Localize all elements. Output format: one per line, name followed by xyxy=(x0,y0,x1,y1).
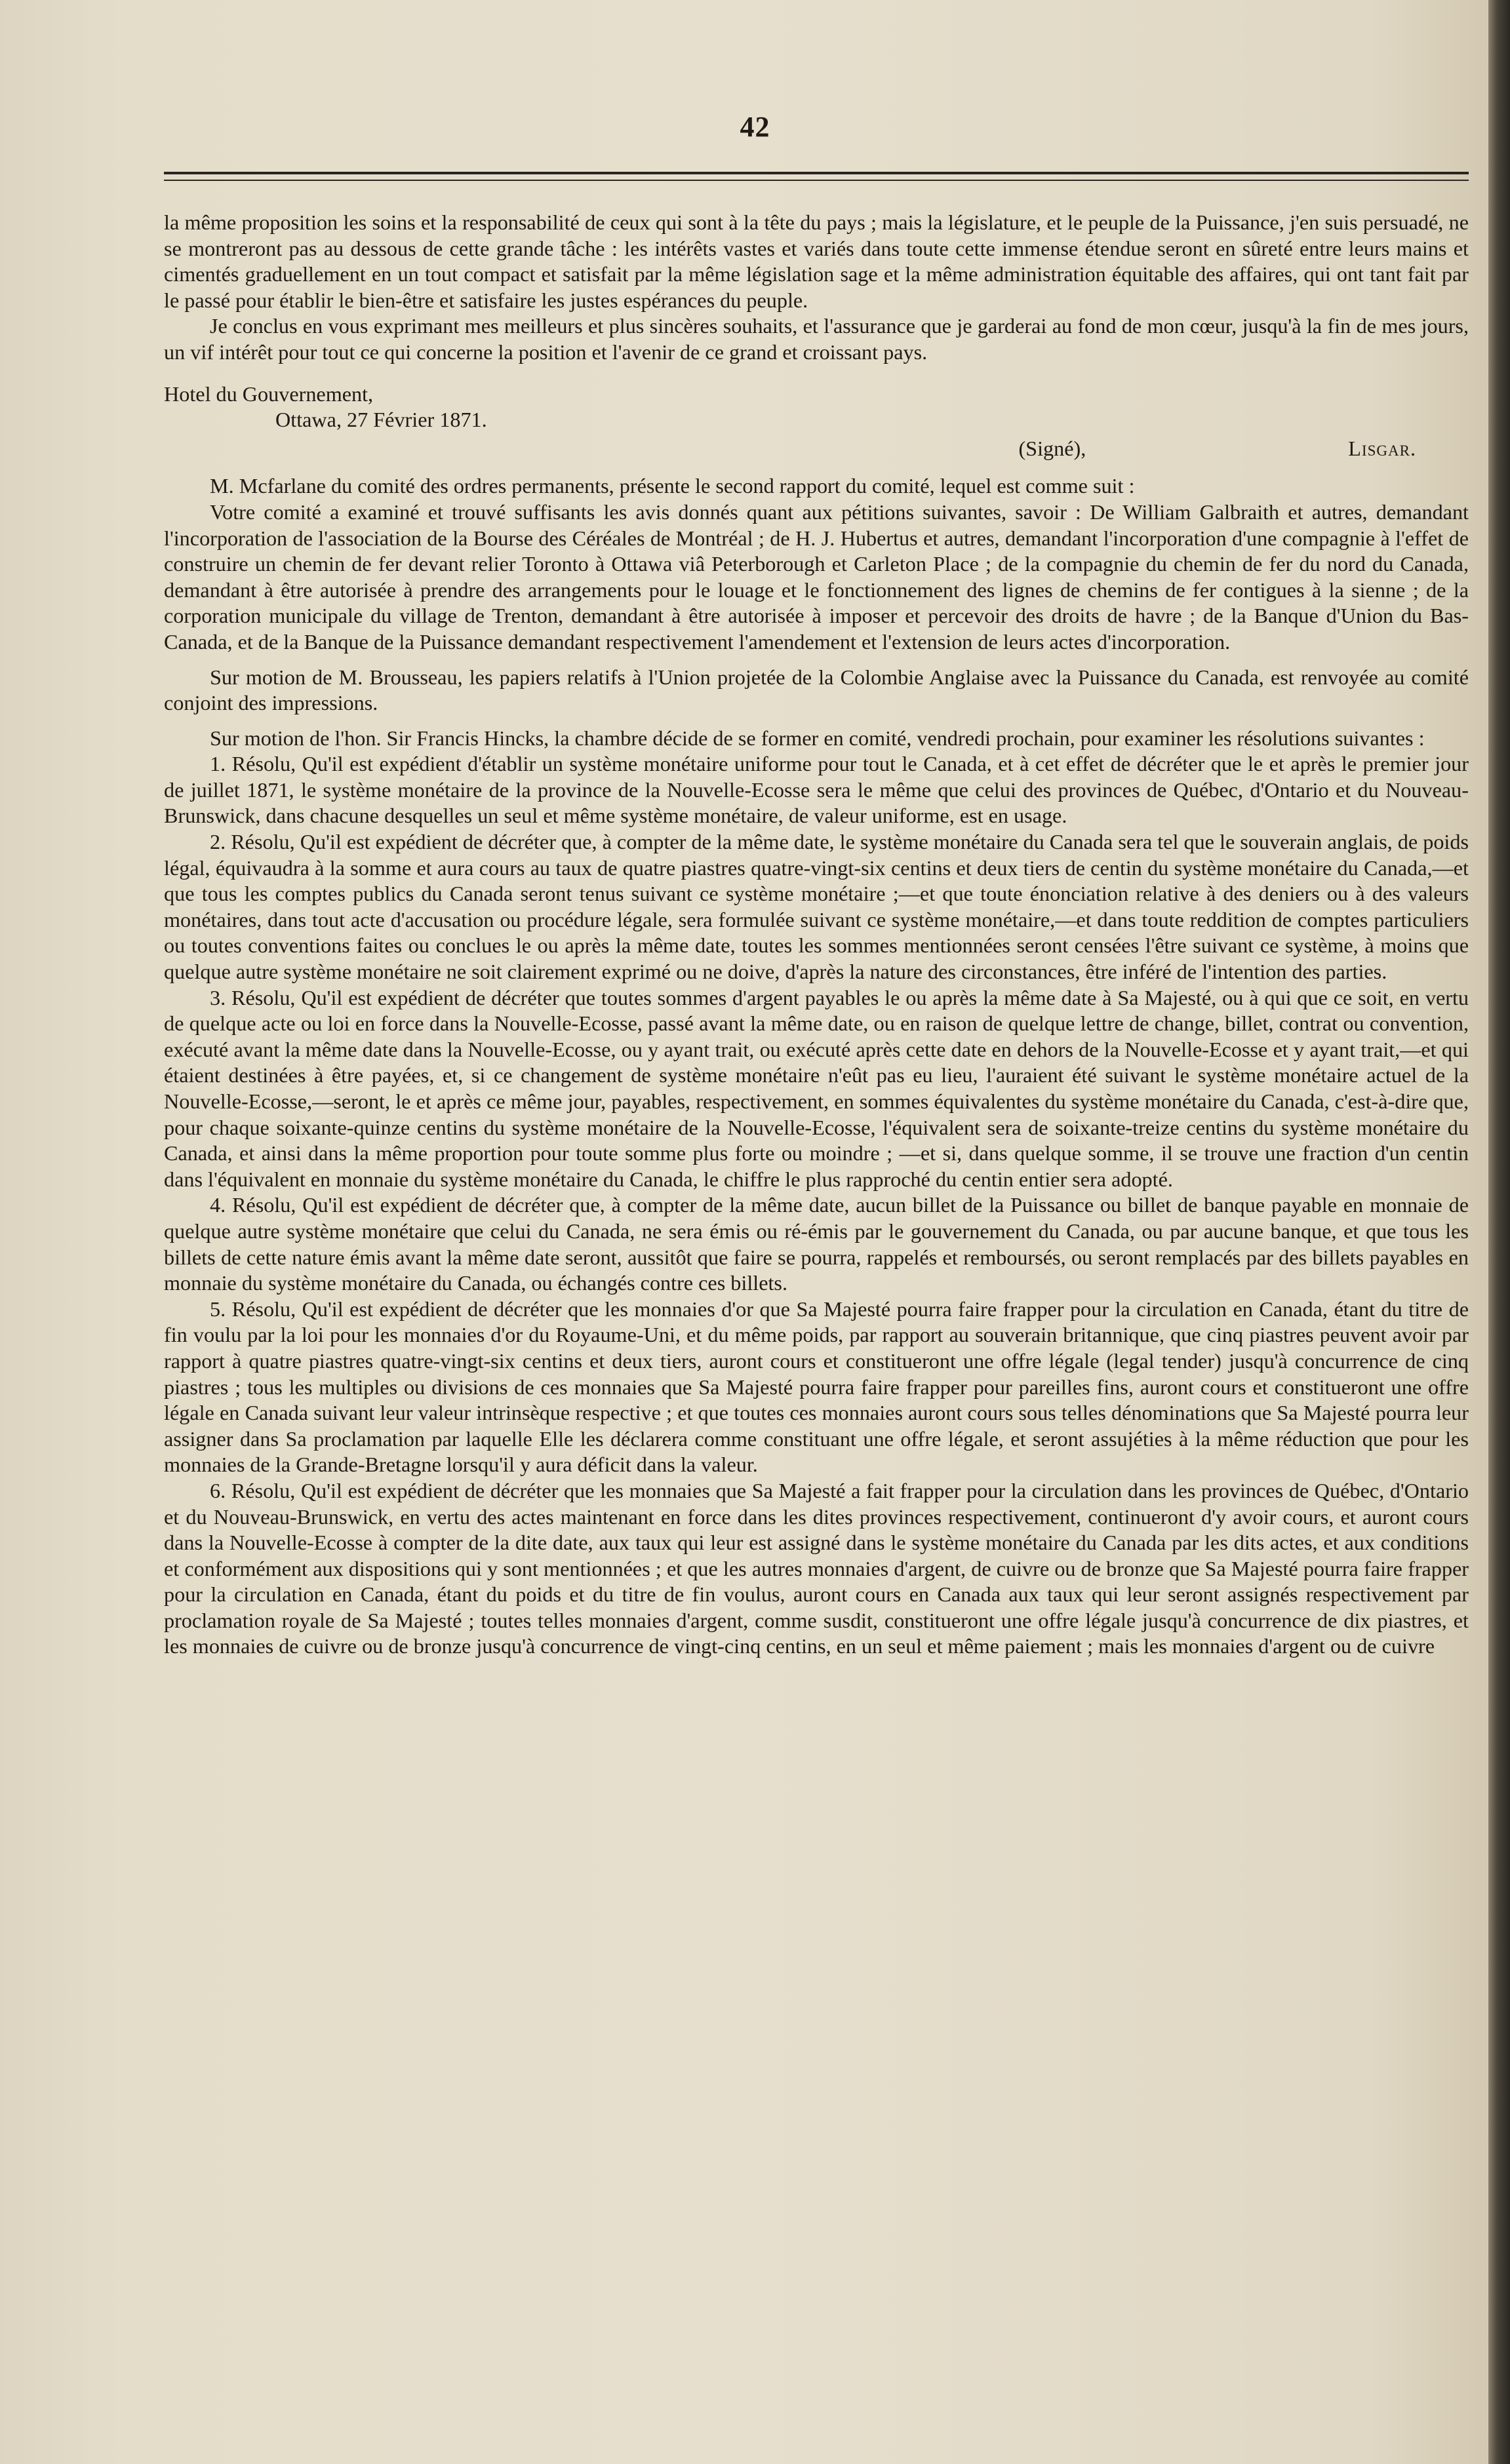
resolution-1: 1. Résolu, Qu'il est expédient d'établir un système monétaire uniforme pour tout le Canada, et à cet effet de décréter que le et après le premier jour de juillet 1871, le système monétaire de la province de la Nouvelle-Ecosse sera le même que celui des provinces de Québec, d'Ontario et du Nouveau-Brunswick, dans chacune desquelles un seul et même système monétaire, de valeur uniforme, est en usage. xyxy=(164,752,1469,828)
committee-report-intro: M. Mcfarlane du comité des ordres permanents, présente le second rapport du comité, lequel est comme suit : xyxy=(210,474,1135,498)
speech-continuation: la même proposition les soins et la responsabilité de ceux qui sont à la tête du pays ; mais la législature, et le peuple de la Puissance, j'en suis persuadé, ne se montreront pas au dessous de cette grande tâche : les intérêts vastes et variés dans toute cette immense étendue seront en sûreté entre leurs mains et cimentés graduellement en un tout compact et satisfait par la même législation sage et la même administration équitable des affaires, qui ont tant fait par le passé pour établir le bien-être et satisfaire les justes espérances du peuple. xyxy=(164,210,1469,312)
resolution-5: 5. Résolu, Qu'il est expédient de décréter que les monnaies d'or que Sa Majesté pourra faire frapper pour la circulation en Canada, étant du titre de fin voulu par la loi pour les monnaies d'or du Royaume-Uni, et du même poids, par rapport au souverain britannique, que cinq piastres peuvent avoir par rapport à quatre piastres quatre-vingt-six centins et deux tiers, auront cours et constitueront une offre légale (legal tender) jusqu'à concurrence de cinq piastres ; tous les multiples ou divisions de ces monnaies que Sa Majesté pourra faire frapper pour pareilles fins, auront cours et constitueront une offre légale en Canada suivant leur valeur intrinsèque respective ; et que toutes ces monnaies auront cours sous telles dénominations que Sa Majesté pourra leur assigner dans Sa proclamation par laquelle Elle les déclarera comme constituant une offre légale, et seront assujéties à la même réduction que pour les monnaies de la Grande-Bretagne lorsqu'il y aura déficit dans la valeur. xyxy=(164,1297,1469,1477)
motion-brousseau: Sur motion de M. Brousseau, les papiers relatifs à l'Union projetée de la Colombie Anglaise avec la Puissance du Canada, est renvoyée au comité conjoint des impressions. xyxy=(164,665,1469,715)
resolution-4: 4. Résolu, Qu'il est expédient de décréter que, à compter de la même date, aucun billet de la Puissance ou billet de banque payable en monnaie de quelque autre système monétaire que celui du Canada, ne sera émis ou ré-émis par le gouvernement du Canada, ou par aucune banque, et que tous les billets de cette nature émis avant la même date seront, aussitôt que faire se pourra, rappelés et remboursés, ou seront remplacés par des billets payables en monnaie du système monétaire du Canada, ou échangés contre ces billets. xyxy=(164,1193,1469,1295)
resolution-6: 6. Résolu, Qu'il est expédient de décréter que les monnaies que Sa Majesté a fait frapper pour la circulation dans les provinces de Québec, d'Ontario et du Nouveau-Brunswick, en vertu des actes maintenant en force dans les dites provinces respectivement, continueront d'y avoir cours, et auront cours dans la Nouvelle-Ecosse à compter de la dite date, aux taux qui leur est assigné dans le système monétaire du Canada par les dits actes, et aux conditions et conformément aux dispositions qui y sont mentionnées ; et que les autres monnaies d'argent, de cuivre ou de bronze que Sa Majesté pourra faire frapper pour la circulation en Canada, étant du poids et du titre de fin voulus, auront cours en Canada aux taux qui leur seront assignés respectivement par proclamation royale de Sa Majesté ; toutes telles monnaies d'argent, comme susdit, constitueront une offre légale jusqu'à concurrence de dix piastres, et les monnaies de cuivre ou de bronze jusqu'à concurrence de vingt-cinq centins, en un seul et même paiement ; mais les monnaies d'argent ou de cuivre xyxy=(164,1478,1469,1658)
resolution-3: 3. Résolu, Qu'il est expédient de décréter que toutes sommes d'argent payables le ou après la même date à Sa Majesté, ou à qui que ce soit, en vertu de quelque acte ou loi en force dans la Nouvelle-Ecosse, passé avant la même date, ou en raison de quelque lettre de change, billet, contrat ou convention, exécuté avant la même date dans la Nouvelle-Ecosse, ou y ayant trait, ou exécuté après cette date en dehors de la Nouvelle-Ecosse et y ayant trait,—et qui étaient destinées à être payées, et, si ce changement de système monétaire n'eût pas eu lieu, l'auraient été suivant le système monétaire actuel de la Nouvelle-Ecosse,—seront, le et après ce même jour, payables, respectivement, en sommes équivalentes du système monétaire du Canada, c'est-à-dire que, pour chaque soixante-quinze centins du système monétaire de la Nouvelle-Ecosse, l'équivalent sera de soixante-treize centins du système monétaire du Canada, et ainsi dans la même proportion pour toute somme plus forte ou moindre ; —et si, dans quelque somme, il se trouve une fraction d'un centin dans l'équivalent en monnaie du système monétaire du Canada, le chiffre le plus rapproché du centin entier sera adopté. xyxy=(164,985,1469,1191)
signature-block xyxy=(164,436,1469,462)
resolution-2: 2. Résolu, Qu'il est expédient de décréter que, à compter de la même date, le système monétaire du Canada sera tel que le souverain anglais, de poids légal, équivaudra à la somme et aura cours au taux de quatre piastres quatre-vingt-six centins et deux tiers de centin du système monétaire du Canada,—et que tous les comptes publics du Canada seront tenus suivant ce système monétaire ;—et que toute énonciation relative à des deniers ou à des valeurs monétaires, dans tout acte d'accusation ou procédure légale, sera formulée suivant ce système monétaire,—et dans toute reddition de comptes particuliers ou toutes conventions faites ou conclues le ou après la même date, toutes les sommes mentionnées seront censées l'être suivant ce système, à moins que quelque autre système monétaire ne soit clairement exprimé ou ne doive, d'après la nature des circonstances, être inféré de l'intention des parties. xyxy=(164,830,1469,984)
committee-report-petitions: Votre comité a examiné et trouvé suffisants les avis donnés quant aux pétitions suivantes, savoir : De William Galbraith et autres, demandant l'incorporation de l'association de la Bourse des Céréales de Montréal ; de H. J. Hubertus et autres, demandant l'incorporation d'une compagnie à l'effet de construire un chemin de fer devant relier Toronto à Ottawa viâ Peterborough et Carleton Place ; de la compagnie du chemin de fer du nord du Canada, demandant à être autorisée à prendre des arrangements pour le louage et le fonctionnement des lignes de chemins de fer contigues à la sienne ; de la corporation municipale du village de Trenton, demandant à être autorisée à imposer et percevoir des droits de havre ; de la Banque d'Union du Bas-Canada, et de la Banque de la Puissance demandant respectivement l'amendement et l'extension de leurs actes d'incorporation. xyxy=(164,499,1469,654)
place-date-line: Ottawa, 27 Février 1871. xyxy=(275,408,487,432)
signer-name: Lisgar. xyxy=(1348,436,1416,460)
motion-hincks: Sur motion de l'hon. Sir Francis Hincks, la chambre décide de se former en comité, vendredi prochain, pour examiner les résolutions suivantes : xyxy=(210,726,1425,750)
page-number: 42 xyxy=(740,111,770,143)
signed-label: (Signé), xyxy=(1018,436,1086,460)
header-rule-thin xyxy=(164,180,1469,181)
page-binding-edge xyxy=(1488,0,1510,2464)
place-line: Hotel du Gouvernement, xyxy=(164,381,374,406)
page-body xyxy=(164,210,1469,1660)
speech-conclusion: Je conclus en vous exprimant mes meilleurs et plus sincères souhaits, et l'assurance que je garderai au fond de mon cœur, jusqu'à la fin de mes jours, un vif intérêt pour tout ce qui concerne la position et l'avenir de ce grand et croissant pays. xyxy=(164,314,1469,364)
header-rule-thick xyxy=(164,172,1469,174)
